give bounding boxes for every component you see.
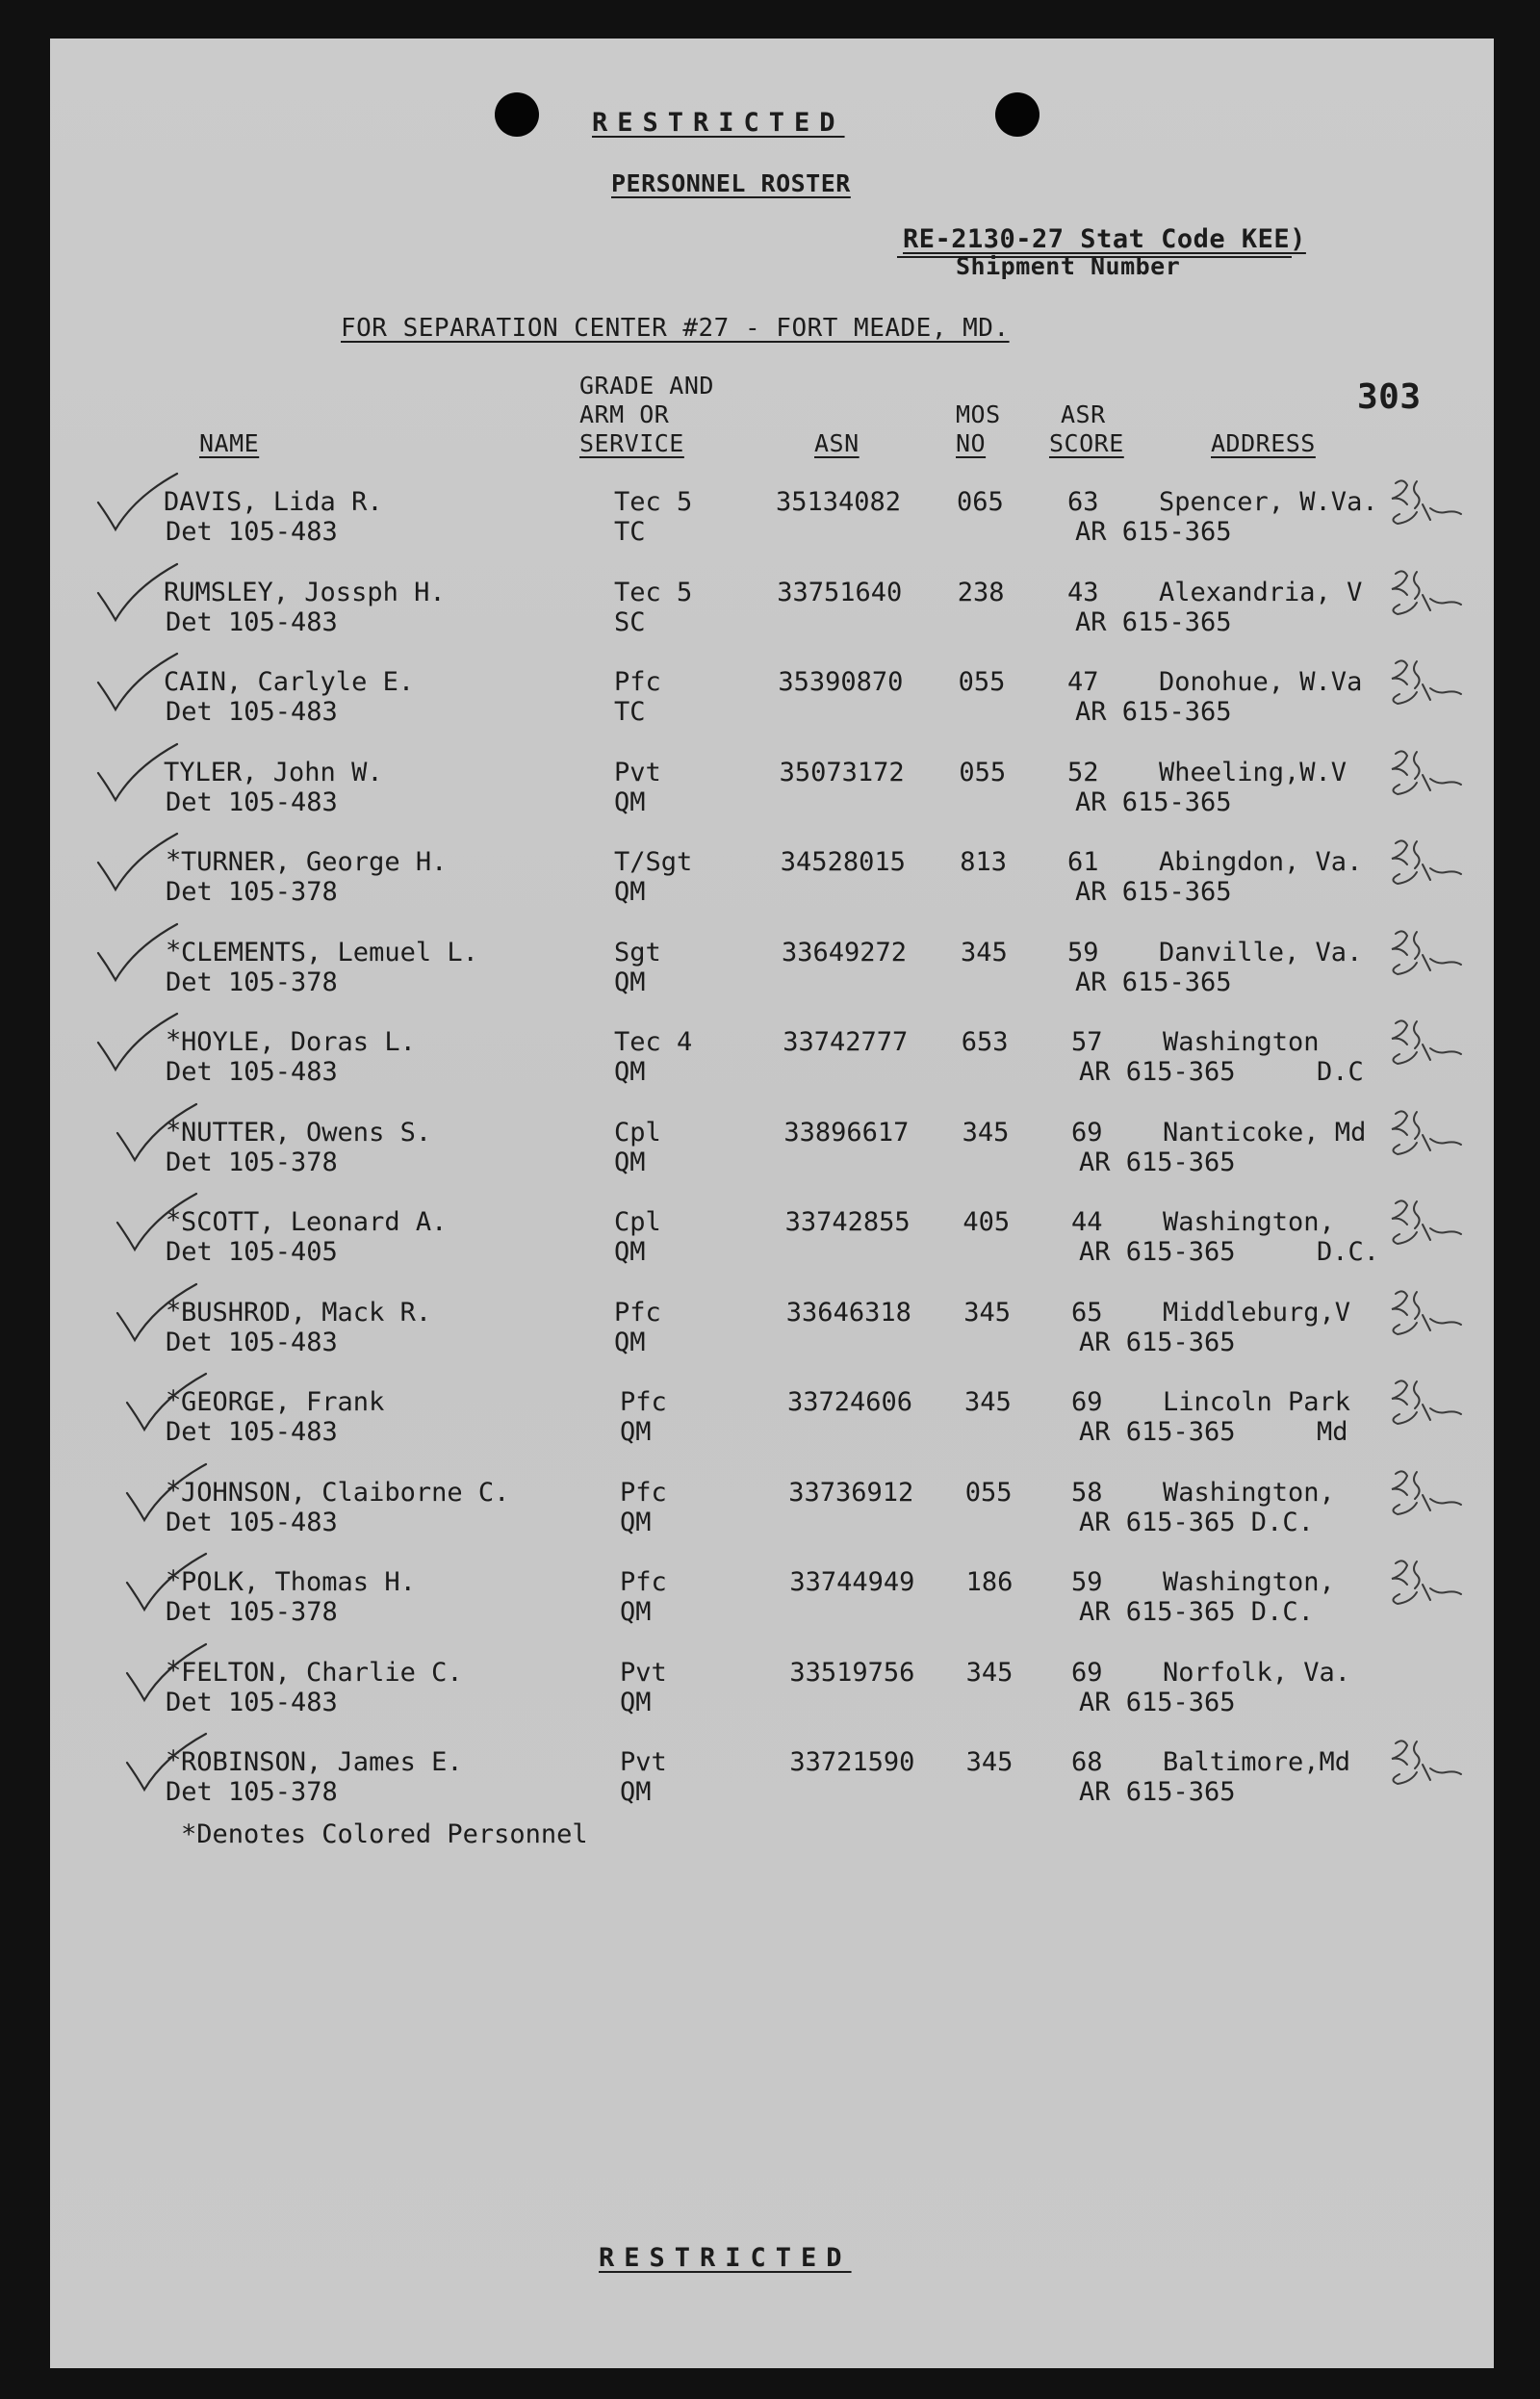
handwritten-initials-icon: [1378, 566, 1465, 622]
mos-cell: 653: [961, 1027, 1009, 1057]
mos-cell: 345: [962, 1118, 1010, 1148]
detachment-cell: Det 105-378: [166, 877, 338, 907]
grade-cell: Pfc: [614, 1298, 661, 1328]
address-line2-cell: D.C: [1317, 1057, 1364, 1087]
table-row: [50, 1027, 1494, 1104]
mos-cell: 405: [962, 1207, 1011, 1237]
handwritten-initials-icon: [1378, 926, 1465, 982]
colored-personnel-asterisk: *: [166, 1565, 182, 1595]
table-row: [50, 847, 1494, 924]
ar-reference-cell: AR 615-365: [1079, 1057, 1236, 1087]
shipment-label: Shipment Number: [956, 252, 1181, 280]
grade-cell: Cpl: [614, 1207, 661, 1237]
detachment-cell: Det 105-483: [166, 517, 338, 547]
mos-cell: 813: [960, 847, 1007, 877]
name-cell: ROBINSON, James E.: [181, 1747, 463, 1777]
asr-score-cell: 69: [1071, 1118, 1103, 1148]
ar-reference-cell: AR 615-365: [1075, 967, 1232, 997]
arm-service-cell: QM: [620, 1417, 652, 1447]
ar-reference-cell: AR 615-365 D.C.: [1079, 1508, 1314, 1537]
handwritten-initials-icon: [1378, 476, 1465, 531]
arm-service-cell: QM: [620, 1688, 652, 1717]
address-line2-cell: Md: [1317, 1417, 1348, 1447]
detachment-cell: Det 105-483: [166, 697, 338, 727]
arm-service-cell: QM: [614, 1148, 646, 1177]
checkmark-icon: [114, 1098, 200, 1170]
asn-cell: 35073172: [779, 758, 905, 787]
ar-reference-cell: AR 615-365: [1079, 1148, 1236, 1177]
mos-cell: 345: [965, 1747, 1014, 1777]
address-cell: Spencer, W.Va.: [1159, 487, 1378, 517]
ar-reference-cell: AR 615-365: [1079, 1237, 1236, 1267]
table-row: [50, 578, 1494, 655]
asn-cell: 33724606: [787, 1387, 913, 1417]
name-cell: HOYLE, Doras L.: [181, 1027, 416, 1057]
grade-cell: Cpl: [614, 1118, 661, 1148]
handwritten-initials-icon: [1378, 656, 1465, 711]
colored-personnel-asterisk: *: [166, 1296, 182, 1326]
name-cell: SCOTT, Leonard A.: [181, 1207, 448, 1237]
table-row: [50, 487, 1494, 564]
checkmark-icon: [123, 1548, 210, 1619]
arm-service-cell: QM: [620, 1597, 652, 1627]
name-cell: TURNER, George H.: [181, 847, 448, 877]
arm-service-cell: QM: [614, 1328, 646, 1357]
asr-score-cell: 43: [1067, 578, 1099, 607]
ar-reference-cell: AR 615-365: [1075, 877, 1232, 907]
detachment-cell: Det 105-483: [166, 1417, 338, 1447]
detachment-cell: Det 105-483: [166, 1688, 338, 1717]
colored-personnel-asterisk: *: [166, 1476, 182, 1506]
address-cell: Baltimore,Md: [1163, 1747, 1351, 1777]
table-row: [50, 1478, 1494, 1555]
checkmark-icon: [123, 1728, 210, 1799]
column-header-grade-line3: SERVICE: [579, 429, 684, 457]
table-row: [50, 1567, 1494, 1644]
arm-service-cell: QM: [614, 877, 646, 907]
address-cell: Washington,: [1163, 1567, 1335, 1597]
ar-reference-cell: AR 615-365: [1079, 1777, 1236, 1807]
checkmark-icon: [94, 468, 181, 539]
column-header-mos: [956, 400, 1001, 458]
asr-score-cell: 63: [1067, 487, 1099, 517]
table-row: [50, 758, 1494, 835]
mos-cell: 055: [959, 758, 1007, 787]
address-line2-cell: D.C.: [1317, 1237, 1380, 1267]
colored-personnel-asterisk: *: [166, 845, 182, 875]
ar-reference-cell: AR 615-365: [1075, 607, 1232, 637]
table-row: [50, 1118, 1494, 1195]
mos-cell: 238: [957, 578, 1005, 607]
mos-cell: 345: [963, 1298, 1011, 1328]
page-number: 303: [1357, 377, 1422, 417]
name-cell: DAVIS, Lida R.: [164, 487, 383, 517]
column-header-grade-line2: ARM OR: [579, 400, 670, 428]
checkmark-icon: [94, 918, 181, 990]
colored-personnel-asterisk: *: [166, 1656, 182, 1686]
table-row: [50, 938, 1494, 1015]
colored-personnel-asterisk: *: [166, 1116, 182, 1146]
mos-cell: 186: [965, 1567, 1014, 1597]
ar-reference-cell: AR 615-365: [1075, 517, 1232, 547]
arm-service-cell: QM: [620, 1508, 652, 1537]
asn-cell: 33751640: [777, 578, 903, 607]
grade-cell: Pfc: [614, 667, 661, 697]
document-page: [50, 39, 1494, 2368]
mos-cell: 345: [964, 1387, 1012, 1417]
checkmark-icon: [123, 1458, 210, 1530]
grade-cell: Sgt: [614, 938, 661, 967]
address-cell: Washington,: [1163, 1207, 1335, 1237]
asn-cell: 33896617: [783, 1118, 910, 1148]
detachment-cell: Det 105-378: [166, 967, 338, 997]
arm-service-cell: QM: [614, 1237, 646, 1267]
name-cell: RUMSLEY, Jossph H.: [164, 578, 446, 607]
grade-cell: Tec 5: [614, 578, 693, 607]
handwritten-initials-icon: [1378, 1466, 1465, 1522]
asn-cell: 34528015: [780, 847, 906, 877]
grade-cell: Pvt: [620, 1747, 667, 1777]
grade-cell: Tec 4: [614, 1027, 693, 1057]
asr-score-cell: 59: [1067, 938, 1099, 967]
address-cell: Nanticoke, Md: [1163, 1118, 1367, 1148]
column-header-mos-line2: NO: [956, 429, 987, 457]
ar-reference-cell: AR 615-365: [1079, 1417, 1236, 1447]
asr-score-cell: 61: [1067, 847, 1099, 877]
name-cell: FELTON, Charlie C.: [181, 1658, 463, 1688]
asr-score-cell: 59: [1071, 1567, 1103, 1597]
asn-cell: 33649272: [782, 938, 908, 967]
asr-score-cell: 44: [1071, 1207, 1103, 1237]
table-row: [50, 1747, 1494, 1824]
colored-personnel-asterisk: *: [166, 936, 182, 966]
table-row: [50, 667, 1494, 744]
asr-score-cell: 65: [1071, 1298, 1103, 1328]
colored-personnel-asterisk: *: [166, 1385, 182, 1415]
ar-reference-cell: AR 615-365: [1079, 1688, 1236, 1717]
handwritten-initials-icon: [1378, 1736, 1465, 1792]
grade-cell: Pvt: [620, 1658, 667, 1688]
handwritten-initials-icon: [1378, 1556, 1465, 1612]
punch-hole-right-icon: [995, 92, 1040, 137]
asr-score-cell: 58: [1071, 1478, 1103, 1508]
checkmark-icon: [94, 558, 181, 630]
checkmark-icon: [123, 1638, 210, 1710]
ar-reference-cell: AR 615-365: [1075, 787, 1232, 817]
column-header-asn: ASN: [814, 429, 860, 457]
checkmark-icon: [94, 828, 181, 899]
punch-hole-left-icon: [495, 92, 539, 137]
ar-reference-cell: AR 615-365: [1075, 697, 1232, 727]
colored-personnel-asterisk: *: [166, 1205, 182, 1235]
detachment-cell: Det 105-378: [166, 1597, 338, 1627]
handwritten-initials-icon: [1378, 746, 1465, 802]
asr-score-cell: 69: [1071, 1387, 1103, 1417]
ar-reference-cell: AR 615-365: [1079, 1328, 1236, 1357]
mos-cell: 055: [964, 1478, 1013, 1508]
table-row: [50, 1207, 1494, 1284]
address-cell: Wheeling,W.V: [1159, 758, 1348, 787]
handwritten-initials-icon: [1378, 1286, 1465, 1342]
asn-cell: 33742855: [784, 1207, 911, 1237]
column-header-address: ADDRESS: [1211, 429, 1316, 457]
address-cell: Norfolk, Va.: [1163, 1658, 1351, 1688]
name-cell: TYLER, John W.: [164, 758, 383, 787]
asn-cell: 35390870: [778, 667, 904, 697]
column-header-asr-line2: SCORE: [1049, 429, 1124, 457]
address-cell: Washington,: [1163, 1478, 1335, 1508]
grade-cell: Pfc: [620, 1567, 667, 1597]
detachment-cell: Det 105-483: [166, 607, 338, 637]
name-cell: NUTTER, Owens S.: [181, 1118, 432, 1148]
table-row: [50, 1387, 1494, 1464]
handwritten-initials-icon: [1378, 1196, 1465, 1251]
name-cell: BUSHROD, Mack R.: [181, 1298, 432, 1328]
grade-cell: T/Sgt: [614, 847, 693, 877]
name-cell: CAIN, Carlyle E.: [164, 667, 415, 697]
grade-cell: Tec 5: [614, 487, 693, 517]
column-header-asr-line1: ASR: [1061, 400, 1106, 428]
name-cell: JOHNSON, Claiborne C.: [181, 1478, 510, 1508]
asn-cell: 33744949: [789, 1567, 915, 1597]
handwritten-initials-icon: [1378, 836, 1465, 891]
column-header-asr: [1049, 400, 1124, 458]
arm-service-cell: QM: [614, 1057, 646, 1087]
checkmark-icon: [94, 648, 181, 719]
asn-cell: 33646318: [785, 1298, 911, 1328]
detachment-cell: Det 105-378: [166, 1777, 338, 1807]
checkmark-icon: [114, 1278, 200, 1350]
asr-score-cell: 68: [1071, 1747, 1103, 1777]
detachment-cell: Det 105-405: [166, 1237, 338, 1267]
asn-cell: 33519756: [789, 1658, 915, 1688]
shipment-code: RE-2130-27 Stat Code KEE): [903, 224, 1306, 254]
grade-cell: Pfc: [620, 1478, 667, 1508]
colored-personnel-asterisk: *: [166, 1745, 182, 1775]
column-header-name: NAME: [199, 429, 260, 457]
handwritten-initials-icon: [1378, 1016, 1465, 1071]
arm-service-cell: SC: [614, 607, 646, 637]
address-cell: Alexandria, V: [1159, 578, 1363, 607]
checkmark-icon: [114, 1188, 200, 1259]
name-cell: CLEMENTS, Lemuel L.: [181, 938, 478, 967]
colored-personnel-asterisk: *: [166, 1025, 182, 1055]
detachment-cell: Det 105-378: [166, 1148, 338, 1177]
asr-score-cell: 47: [1067, 667, 1099, 697]
ar-reference-cell: AR 615-365 D.C.: [1079, 1597, 1314, 1627]
column-header-grade: [579, 372, 714, 458]
address-cell: Washington: [1163, 1027, 1320, 1057]
asr-score-cell: 69: [1071, 1658, 1103, 1688]
table-row: [50, 1658, 1494, 1735]
asn-cell: 33736912: [788, 1478, 914, 1508]
mos-cell: 065: [957, 487, 1004, 517]
destination-heading: FOR SEPARATION CENTER #27 - FORT MEADE, MD.: [341, 314, 1010, 343]
asn-cell: 33742777: [783, 1027, 909, 1057]
handwritten-initials-icon: [1378, 1376, 1465, 1432]
name-cell: POLK, Thomas H.: [181, 1567, 416, 1597]
grade-cell: Pvt: [614, 758, 661, 787]
detachment-cell: Det 105-483: [166, 1328, 338, 1357]
checkmark-icon: [94, 738, 181, 810]
mos-cell: 345: [965, 1658, 1014, 1688]
checkmark-icon: [123, 1368, 210, 1439]
arm-service-cell: TC: [614, 697, 646, 727]
checkmark-icon: [94, 1008, 181, 1079]
arm-service-cell: QM: [614, 967, 646, 997]
classification-bottom: RESTRICTED: [599, 2243, 852, 2273]
detachment-cell: Det 105-483: [166, 1057, 338, 1087]
mos-cell: 345: [961, 938, 1008, 967]
asr-score-cell: 52: [1067, 758, 1099, 787]
arm-service-cell: QM: [614, 787, 646, 817]
handwritten-initials-icon: [1378, 1106, 1465, 1162]
asn-cell: 33721590: [789, 1747, 915, 1777]
table-row: [50, 1298, 1494, 1375]
asr-score-cell: 57: [1071, 1027, 1103, 1057]
address-cell: Abingdon, Va.: [1159, 847, 1363, 877]
address-cell: Lincoln Park: [1163, 1387, 1351, 1417]
address-cell: Danville, Va.: [1159, 938, 1363, 967]
classification-top: RESTRICTED: [592, 108, 845, 138]
detachment-cell: Det 105-483: [166, 1508, 338, 1537]
column-header-mos-line1: MOS: [956, 400, 1001, 428]
mos-cell: 055: [958, 667, 1006, 697]
name-cell: GEORGE, Frank: [181, 1387, 385, 1417]
arm-service-cell: QM: [620, 1777, 652, 1807]
address-cell: Donohue, W.Va: [1159, 667, 1363, 697]
address-cell: Middleburg,V: [1163, 1298, 1351, 1328]
detachment-cell: Det 105-483: [166, 787, 338, 817]
document-title: PERSONNEL ROSTER: [611, 169, 851, 197]
asn-cell: 35134082: [776, 487, 902, 517]
footnote: *Denotes Colored Personnel: [181, 1819, 588, 1849]
column-header-grade-line1: GRADE AND: [579, 372, 714, 400]
arm-service-cell: TC: [614, 517, 646, 547]
grade-cell: Pfc: [620, 1387, 667, 1417]
